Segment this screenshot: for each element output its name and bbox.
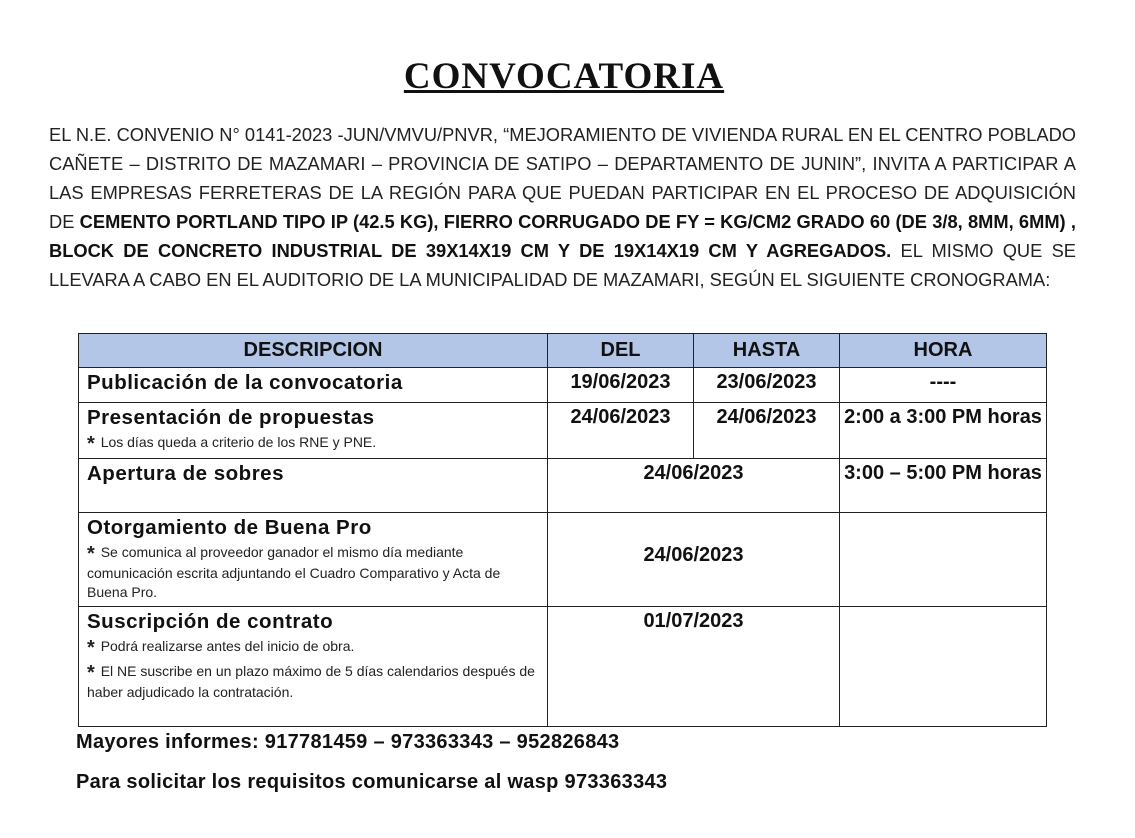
row-fecha-cell	[548, 513, 840, 607]
row-hora-value: 2:00 a 3:00 PM horas	[844, 406, 1042, 428]
row-hora-cell	[840, 459, 1047, 513]
table-row	[79, 403, 1047, 459]
row-desc-title: Presentación de propuestas	[87, 406, 375, 429]
document-title: CONVOCATORIA	[403, 56, 725, 97]
intro-text-part2: EL MISMO QUE SE LLEVARA A CABO EN EL AUDITORIO DE LA MUNICIPALIDAD DE MAZAMARI, SEGÚN EL SIGUIENTE CRONOGRAMA:	[49, 240, 1076, 290]
row-hora-value: ----	[929, 371, 957, 393]
row-del-cell	[548, 403, 694, 459]
row-desc-cell	[79, 513, 548, 607]
row-del-cell	[548, 368, 694, 403]
row-hasta-cell	[694, 368, 840, 403]
note-bullet: *	[87, 637, 95, 659]
row-hora-value	[840, 607, 1046, 608]
intro-paragraph	[49, 120, 1076, 294]
table-row	[79, 513, 1047, 607]
row-fecha-value: 24/06/2023	[643, 462, 744, 484]
intro-text-part1: EL N.E. CONVENIO N° 0141-2023 -JUN/VMVU/PNVR, “MEJORAMIENTO DE VIVIENDA RURAL EN EL CENTRO POBLADO CAÑETE – DISTRITO DE MAZAMARI – PROVINCIA DE SATIPO – DEPARTAMENTO DE JUNIN”, INVITA A PARTICIPAR A LAS EMPRESAS FERRETERAS DE LA REGIÓN PARA QUE PUEDAN PARTICIPAR EN EL PROCESO DE ADQUISICIÓN DE	[49, 124, 1076, 232]
table-header-row	[79, 334, 1047, 368]
note-bullet: *	[87, 543, 95, 565]
header-del: DEL	[548, 334, 694, 368]
row-hora-value	[840, 513, 1046, 514]
note-text: El NE suscribe en un plazo máximo de 5 días calendarios después de haber adjudicado la contratación.	[87, 663, 535, 700]
intro-text-materials: CEMENTO PORTLAND TIPO IP (42.5 KG), FIERRO CORRUGADO DE FY = KG/CM2 GRADO 60 (DE 3/8, 8MM, 6MM) , BLOCK DE CONCRETO INDUSTRIAL DE 39X14X19 CM Y DE 19X14X19 CM Y AGREGADOS.	[49, 211, 1076, 261]
header-descripcion: DESCRIPCION	[79, 334, 548, 368]
row-del-value: 24/06/2023	[570, 406, 671, 428]
note-text: Podrá realizarse antes del inicio de obra.	[100, 638, 355, 654]
row-hasta-value: 24/06/2023	[716, 406, 817, 428]
row-fecha-value: 01/07/2023	[643, 610, 744, 632]
row-desc-cell	[79, 368, 548, 403]
table-row	[79, 368, 1047, 403]
header-hora: HORA	[840, 334, 1047, 368]
table-row	[79, 459, 1047, 513]
row-hora-cell	[840, 607, 1047, 727]
row-hasta-value: 23/06/2023	[716, 371, 817, 393]
row-hora-value: 3:00 – 5:00 PM horas	[844, 462, 1042, 484]
row-fecha-value: 24/06/2023	[643, 543, 744, 566]
row-desc-cell	[79, 403, 548, 459]
row-desc-cell	[79, 459, 548, 513]
note-text: Se comunica al proveedor ganador el mismo día mediante comunicación escrita adjuntando el Cuadro Comparativo y Acta de Buena Pro.	[87, 544, 501, 600]
row-note	[87, 662, 539, 702]
row-desc-title: Apertura de sobres	[87, 462, 284, 485]
row-fecha-cell	[548, 607, 840, 727]
row-desc-cell	[79, 607, 548, 727]
row-hora-cell	[840, 403, 1047, 459]
row-hora-cell	[840, 513, 1047, 607]
row-note	[87, 637, 539, 658]
note-text: Los días queda a criterio de los RNE y PNE.	[100, 434, 377, 450]
note-bullet: *	[87, 433, 95, 455]
table-row	[79, 607, 1047, 727]
row-hora-cell	[840, 368, 1047, 403]
row-desc-title: Publicación de la convocatoria	[87, 371, 403, 394]
row-note	[87, 543, 539, 602]
row-desc-title: Otorgamiento de Buena Pro	[87, 516, 372, 539]
row-note	[87, 433, 539, 454]
row-hasta-cell	[694, 403, 840, 459]
row-del-value: 19/06/2023	[570, 371, 671, 393]
row-desc-title: Suscripción de contrato	[87, 610, 334, 633]
contact-info: Mayores informes: 917781459 – 973363343 – 952826843	[76, 731, 620, 753]
row-fecha-cell	[548, 459, 840, 513]
header-hasta: HASTA	[694, 334, 840, 368]
requirements-info: Para solicitar los requisitos comunicarse al wasp 973363343	[76, 771, 668, 793]
note-bullet: *	[87, 662, 95, 684]
schedule-table	[78, 333, 1047, 727]
